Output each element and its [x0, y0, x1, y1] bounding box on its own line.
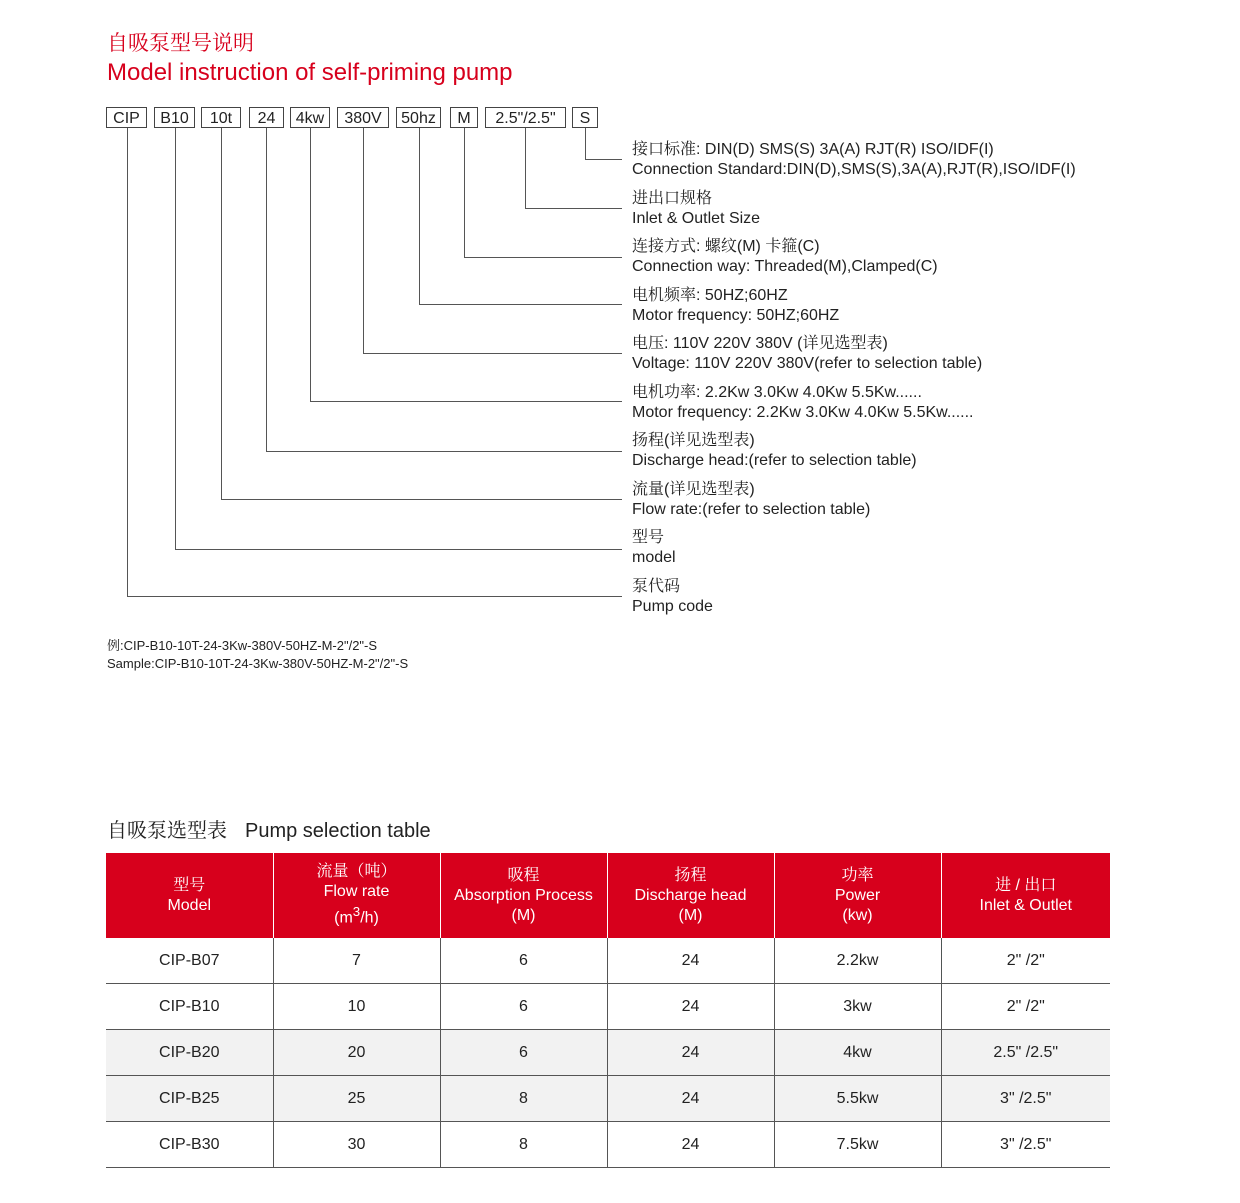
code-part-size: 2.5"/2.5": [485, 107, 566, 128]
table-header-row: [106, 853, 1110, 938]
connector-line: [464, 128, 465, 257]
cell-power: 7.5kw: [774, 1122, 941, 1168]
cell-inlet-outlet: 2" /2": [941, 938, 1110, 984]
cell-model: CIP-B30: [106, 1122, 273, 1168]
cell-model: CIP-B20: [106, 1030, 273, 1076]
connector-line: [221, 499, 622, 500]
connector-line: [221, 128, 222, 499]
desc-model: 型号 model: [632, 529, 676, 566]
table-row: [106, 938, 1110, 984]
connector-line: [419, 304, 622, 305]
desc-voltage: 电压: 110V 220V 380V (详见选型表) Voltage: 110V 220V 380V(refer to selection table): [632, 335, 983, 372]
connector-line: [310, 401, 622, 402]
table-row: [106, 1030, 1110, 1076]
code-part-connection: M: [450, 107, 478, 128]
sample-cn: 例:CIP-B10-10T-24-3Kw-380V-50HZ-M-2"/2"-S: [107, 638, 378, 653]
cell-head: 24: [607, 1122, 774, 1168]
cell-flow: 10: [273, 984, 440, 1030]
connector-line: [464, 257, 622, 258]
connector-line: [310, 128, 311, 401]
header-power: 功率 Power (kw): [774, 853, 941, 938]
connector-line: [175, 549, 622, 550]
cell-flow: 20: [273, 1030, 440, 1076]
cell-head: 24: [607, 1076, 774, 1122]
cell-absorption: 8: [440, 1122, 607, 1168]
header-discharge-head: 扬程 Discharge head (M): [607, 853, 774, 938]
connector-line: [525, 208, 622, 209]
table-row: [106, 984, 1110, 1030]
connector-line: [419, 128, 420, 304]
desc-inlet-outlet-size: 进出口规格 Inlet & Outlet Size: [632, 190, 761, 227]
cell-inlet-outlet: 3" /2.5": [941, 1076, 1110, 1122]
cell-absorption: 8: [440, 1076, 607, 1122]
code-part-frequency: 50hz: [396, 107, 441, 128]
connector-line: [585, 128, 586, 159]
desc-motor-frequency: 电机频率: 50HZ;60HZ Motor frequency: 50HZ;60HZ: [632, 287, 840, 324]
desc-motor-power: 电机功率: 2.2Kw 3.0Kw 4.0Kw 5.5Kw...... Motor frequency: 2.2Kw 3.0Kw 4.0Kw 5.5Kw......: [632, 384, 974, 421]
cell-inlet-outlet: 2.5" /2.5": [941, 1030, 1110, 1076]
connector-line: [175, 128, 176, 549]
cell-power: 5.5kw: [774, 1076, 941, 1122]
connector-line: [127, 128, 128, 596]
header-flow-rate: 流量（吨） Flow rate $(m^3/h)$: [273, 853, 440, 938]
page-title-en: Model instruction of self-priming pump: [107, 59, 513, 86]
code-part-model: B10: [154, 107, 195, 128]
cell-inlet-outlet: 3" /2.5": [941, 1122, 1110, 1168]
header-inlet-outlet: 进 / 出口 Inlet & Outlet: [941, 853, 1110, 938]
cell-absorption: 6: [440, 984, 607, 1030]
selection-table-title: [107, 817, 431, 845]
connector-line: [266, 451, 622, 452]
connector-line: [525, 128, 526, 208]
cell-head: 24: [607, 938, 774, 984]
cell-power: 4kw: [774, 1030, 941, 1076]
connector-line: [585, 159, 622, 160]
code-part-standard: S: [572, 107, 598, 128]
cell-flow: 7: [273, 938, 440, 984]
cell-head: 24: [607, 1030, 774, 1076]
header-model: 型号 Model: [106, 853, 273, 938]
desc-connection-standard: 接口标准: DIN(D) SMS(S) 3A(A) RJT(R) ISO/IDF(I) Connection Standard:DIN(D),SMS(S),3A(A),RJT(R),ISO/IDF(I): [632, 141, 1076, 178]
desc-pump-code: 泵代码 Pump code: [632, 578, 713, 615]
cell-absorption: 6: [440, 938, 607, 984]
table-row: [106, 1122, 1110, 1168]
cell-model: CIP-B10: [106, 984, 273, 1030]
desc-connection-way: 连接方式: 螺纹(M) 卡箍(C) Connection way: Threaded(M),Clamped(C): [632, 238, 938, 275]
connector-line: [127, 596, 622, 597]
desc-discharge-head: 扬程(详见选型表) Discharge head:(refer to selection table): [632, 432, 917, 469]
table-row: [106, 1076, 1110, 1122]
connector-line: [363, 128, 364, 353]
selection-title-cn: 自吸泵选型表: [107, 820, 227, 842]
code-part-power: 4kw: [290, 107, 330, 128]
code-part-head: 24: [249, 107, 284, 128]
cell-head: 24: [607, 984, 774, 1030]
selection-title-en: Pump selection table: [245, 820, 431, 842]
cell-flow: 25: [273, 1076, 440, 1122]
cell-power: 3kw: [774, 984, 941, 1030]
sample-en: Sample:CIP-B10-10T-24-3Kw-380V-50HZ-M-2"/2"-S: [107, 656, 409, 671]
page-title-cn: 自吸泵型号说明: [107, 32, 254, 55]
code-part-voltage: 380V: [337, 107, 389, 128]
code-part-pump-code: CIP: [106, 107, 147, 128]
cell-power: 2.2kw: [774, 938, 941, 984]
pump-selection-table: [106, 853, 1110, 1168]
desc-flow-rate: 流量(详见选型表) Flow rate:(refer to selection table): [632, 481, 871, 518]
header-absorption: 吸程 Absorption Process (M): [440, 853, 607, 938]
connector-line: [266, 128, 267, 451]
cell-flow: 30: [273, 1122, 440, 1168]
cell-inlet-outlet: 2" /2": [941, 984, 1110, 1030]
cell-model: CIP-B25: [106, 1076, 273, 1122]
code-part-flow: 10t: [201, 107, 241, 128]
cell-absorption: 6: [440, 1030, 607, 1076]
cell-model: CIP-B07: [106, 938, 273, 984]
connector-line: [363, 353, 622, 354]
